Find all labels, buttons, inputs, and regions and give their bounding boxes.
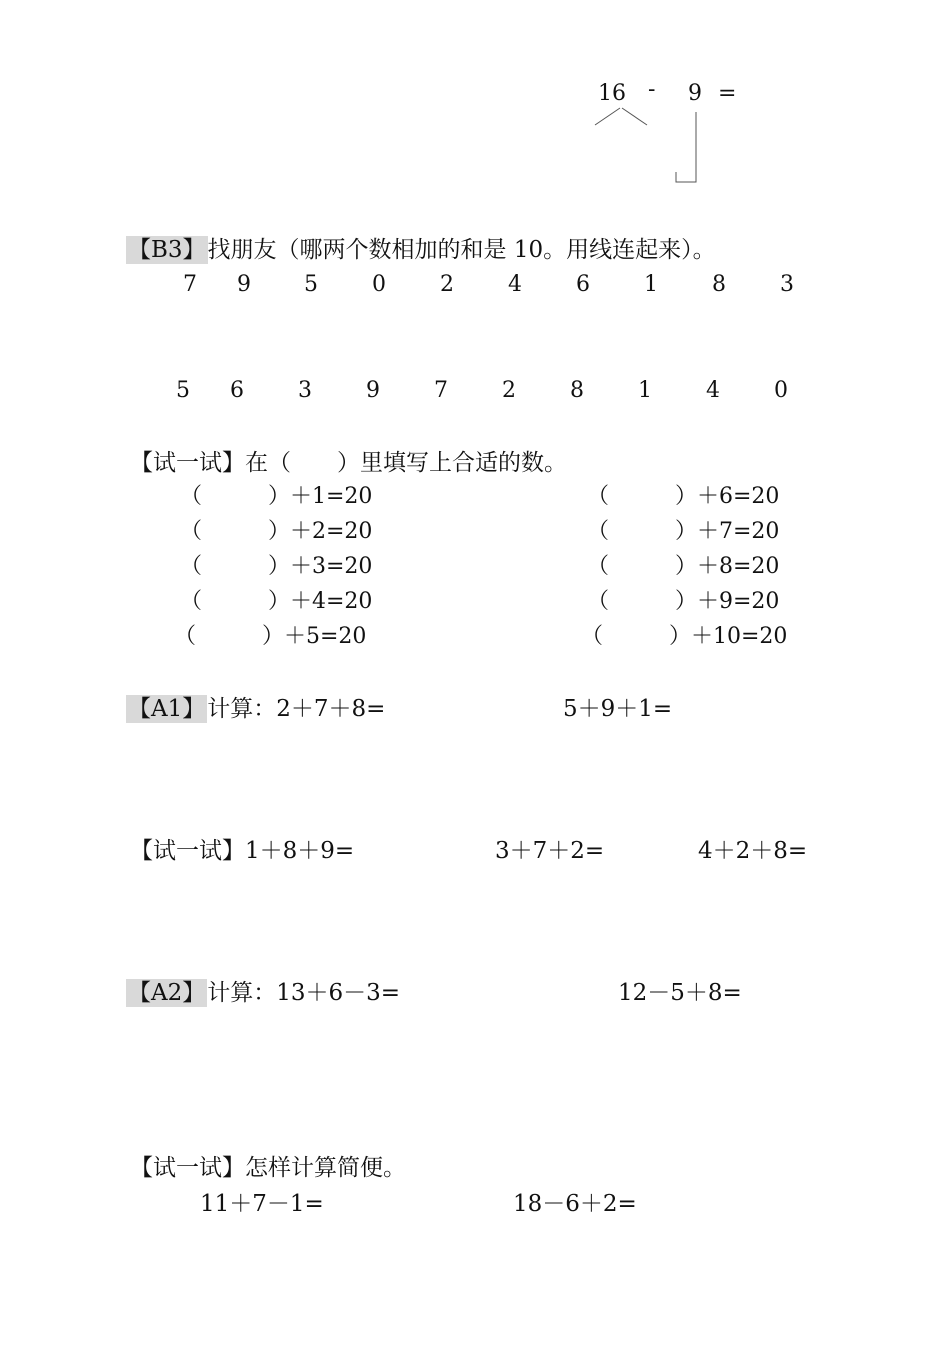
- bottom-number[interactable]: 6: [230, 378, 244, 403]
- b3-heading: [128, 236, 716, 264]
- bottom-number[interactable]: 1: [638, 378, 652, 403]
- try3-tag: 【试一试】: [130, 1155, 245, 1181]
- a1-problem-2: 5＋9＋1=: [563, 696, 673, 722]
- b3-instruction: 找朋友（哪两个数相加的和是 10。用线连起来）。: [207, 237, 716, 263]
- top-number[interactable]: 1: [644, 272, 658, 297]
- try3-heading: [130, 1154, 406, 1182]
- fill-blank-left[interactable]: （ ）＋5=20: [174, 624, 367, 649]
- fill-blank-right[interactable]: （ ）＋7=20: [587, 519, 780, 544]
- try2-tag: 【试一试】: [130, 838, 245, 864]
- top-number[interactable]: 8: [712, 272, 726, 297]
- split-line-right: [622, 108, 647, 125]
- top-number[interactable]: 6: [576, 272, 590, 297]
- try3-problem-2: 18－6＋2=: [513, 1191, 637, 1217]
- minuend: 16: [598, 81, 626, 106]
- fill-blank-right[interactable]: （ ）＋10=20: [581, 624, 788, 649]
- fill-blank-left[interactable]: （ ）＋1=20: [180, 484, 373, 509]
- top-number[interactable]: 7: [183, 272, 197, 297]
- fill-blank-left[interactable]: （ ）＋4=20: [180, 589, 373, 614]
- top-number[interactable]: 0: [372, 272, 386, 297]
- a1-heading: [128, 695, 385, 723]
- answer-box-bracket: [676, 112, 696, 182]
- bottom-number[interactable]: 7: [434, 378, 448, 403]
- subtrahend: 9: [688, 81, 702, 106]
- b3-tag: 【B3】: [128, 237, 206, 263]
- fill-blank-left[interactable]: （ ）＋2=20: [180, 519, 373, 544]
- top-number[interactable]: 9: [237, 272, 251, 297]
- try2-problem-2: 3＋7＋2=: [495, 838, 605, 864]
- a2-tag: 【A2】: [128, 980, 206, 1006]
- bottom-number[interactable]: 2: [502, 378, 516, 403]
- top-number[interactable]: 3: [780, 272, 794, 297]
- bottom-number[interactable]: 3: [298, 378, 312, 403]
- bottom-number[interactable]: 0: [774, 378, 788, 403]
- try3-instruction: 怎样计算简便。: [245, 1155, 406, 1181]
- try2-problem-1: 1＋8＋9=: [245, 838, 355, 864]
- try1-instruction: 在（ ）里填写上合适的数。: [245, 450, 567, 476]
- top-number[interactable]: 2: [440, 272, 454, 297]
- a2-problem-2: 12－5＋8=: [618, 980, 742, 1006]
- split-line-left: [595, 108, 620, 125]
- a2-heading: [128, 979, 400, 1007]
- try1-heading: [130, 449, 567, 477]
- bottom-number[interactable]: 4: [706, 378, 720, 403]
- top-number[interactable]: 4: [508, 272, 522, 297]
- decomposition-lines: [0, 0, 950, 200]
- try2-problem-3: 4＋2＋8=: [698, 838, 808, 864]
- try1-tag: 【试一试】: [130, 450, 245, 476]
- equals-sign: =: [718, 81, 737, 106]
- a1-tag: 【A1】: [128, 696, 206, 722]
- minus-sign: -: [648, 77, 656, 102]
- fill-blank-left[interactable]: （ ）＋3=20: [180, 554, 373, 579]
- try3-problem-1: 11＋7－1=: [200, 1191, 324, 1217]
- a2-problem-1: 计算：13＋6－3=: [207, 980, 401, 1006]
- bottom-number[interactable]: 8: [570, 378, 584, 403]
- fill-blank-right[interactable]: （ ）＋8=20: [587, 554, 780, 579]
- try2-heading: [130, 837, 354, 865]
- bottom-number[interactable]: 5: [176, 378, 190, 403]
- a1-problem-1: 计算：2＋7＋8=: [207, 696, 386, 722]
- fill-blank-right[interactable]: （ ）＋9=20: [587, 589, 780, 614]
- top-number[interactable]: 5: [304, 272, 318, 297]
- fill-blank-right[interactable]: （ ）＋6=20: [587, 484, 780, 509]
- bottom-number[interactable]: 9: [366, 378, 380, 403]
